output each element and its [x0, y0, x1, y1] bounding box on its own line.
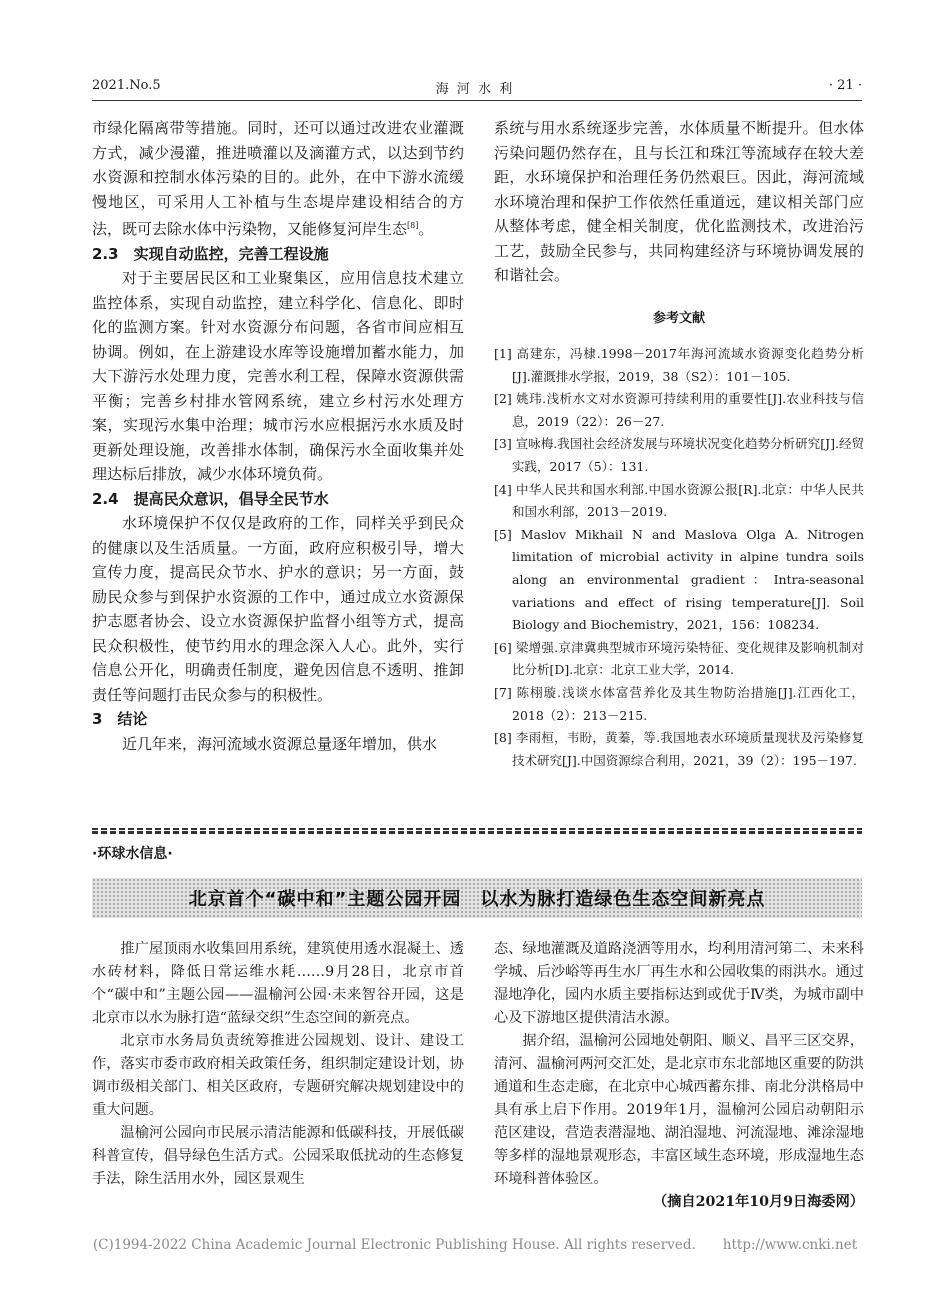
section-divider — [92, 828, 862, 834]
news-title-banner — [92, 878, 862, 918]
citation: [8] — [407, 221, 419, 230]
issue-number: 2021.No.5 — [92, 78, 161, 93]
paragraph: 态、绿地灌溉及道路浇洒等用水，均利用清河第二、未来科学城、后沙峪等再生水厂再生水和公园收集的雨洪水。通过湿地净化，园内水质主要指标达到或优于Ⅳ类，为城市副中心及下游地区提供清洁水源。 — [494, 941, 864, 1026]
news-source: （摘自2021年10月9日海委网） — [653, 1194, 864, 1210]
news-title: 北京首个“碳中和”主题公园开园 以水为脉打造绿色生态空间新亮点 — [188, 889, 766, 910]
reference-item: [4] 中华人民共和国水利部.中国水资源公报[R].北京：中华人民共和国水利部，2013－2019. — [494, 481, 864, 520]
paragraph: 系统与用水系统逐步完善，水体质量不断提升。但水体污染问题仍然存在，且与长江和珠江等流域存在较大差距，水环境保护和治理任务仍然艰巨。因此，海河流域水环境治理和保护工作依然任重道远，建议相关部门应从整体考虑，健全相关制度，优化监测技术，改进治污工艺，鼓励全民参与，共同构建经济与环境协调发展的和谐社会。 — [494, 119, 864, 284]
paragraph: 近几年来，海河流域水资源总量逐年增加，供水 — [122, 734, 438, 753]
journal-name: 海 河 水 利 — [435, 82, 515, 97]
news-section-label: ·环球水信息· — [92, 846, 173, 862]
paragraph: 据介绍，温榆河公园地处朝阳、顺义、昌平三区交界，清河、温榆河两河交汇处，是北京市东北部地区重要的防洪通道和生态走廊，在北京中心城西蓄东排、南北分洪格局中具有承上启下作用。2019年1月，温榆河公园启动朝阳示范区建设，营造表潜湿地、湖泊湿地、河流湿地、滩涂湿地等多样的湿地景观形态，丰富区域生态环境，形成湿地生态环境科普体验区。 — [494, 1033, 864, 1187]
reference-item: [1] 高建东，冯棣.1998－2017年海河流域水资源变化趋势分析[J].灌溉排水学报，2019，38（S2）：101－105. — [494, 346, 864, 384]
paragraph: 温榆河公园向市民展示清洁能源和低碳科技，开展低碳科普宣传，倡导绿色生活方式。公园采取低扰动的生态修复手法，除生活用水外，园区景观生 — [92, 1125, 464, 1187]
section-heading-2-4: 2.4 提高民众意识，倡导全民节水 — [92, 489, 329, 508]
reference-item: [5] Maslov Mikhail N and Maslova Olga A. Nitrogen limitation of microbial activity in alpine tundra soils along an environmental gradient：Intra-seasonal variations and effect of rising temperature[J]. Soil Biology and Biochemistry，2021，156：108234. — [494, 526, 864, 633]
paragraph: 推广屋顶雨水收集回用系统，建筑使用透水混凝土、透水砖材料，降低日常运维水耗……9月28日，北京市首个“碳中和”主题公园——温榆河公园·未来智谷开园，这是北京市以水为脉打造“蓝绿交织”生态空间的新亮点。 — [92, 941, 464, 1026]
reference-item: [7] 陈栩璇.浅谈水体富营养化及其生物防治措施[J].江西化工，2018（2）：213－215. — [494, 684, 864, 723]
section-heading-2-3: 2.3 实现自动监控，完善工程设施 — [92, 244, 329, 263]
left-column — [92, 116, 464, 756]
paragraph: 北京市水务局负责统筹推进公园规划、设计、建设工作，落实市委市政府相关政策任务，组织制定建设计划，协调市级相关部门、相关区政府，专题研究解决规划建设中的重大问题。 — [92, 1033, 464, 1118]
reference-item: [2] 姚玮.浅析水文对水资源可持续利用的重要性[J].农业科技与信息，2019（22）：26－27. — [494, 391, 864, 429]
references-title: 参考文献 — [652, 311, 705, 326]
reference-item: [6] 梁增强.京津冀典型城市环境污染特征、变化规律及影响机制对比分析[D].北京：北京工业大学，2014. — [494, 639, 864, 678]
paragraph: 对于主要居民区和工业聚集区，应用信息技术建立监控体系，实现自动监控，建立科学化、信息化、即时化的监测方案。针对水资源分布问题，各省市间应相互协调。例如，在上游建设水库等设施增加蓄水能力，加大下游污水处理力度，完善水利工程，保障水资源供需平衡；完善乡村排水管网系统，建立乡村污水处理方案，实现污水集中治理；城市污水应根据污水水质及时更新处理设施，改善排水体制，确保污水全面收集并处理达标后排放，减少水体环境负荷。 — [92, 269, 464, 483]
copyright-footer: (C)1994-2022 China Academic Journal Electronic Publishing House. All rights reserved. http://www.cnki.net — [92, 1237, 858, 1253]
reference-item: [3] 宣咏梅.我国社会经济发展与环境状况变化趋势分析研究[J].经贸实践，2017（5）：131. — [494, 436, 864, 474]
paragraph-text: 市绿化隔离带等措施。同时，还可以通过改进农业灌溉方式，减少漫灌，推进喷灌以及滴灌方式，以达到节约水资源和控制水体污染的目的。此外，在中下游水流缓慢地区，可采用人工补植与生态堤岸建设相结合的方法，既可去除水体中污染物，又能修复河岸生态 — [92, 119, 464, 238]
paragraph — [92, 116, 464, 242]
page-number: · 21 · — [828, 78, 862, 93]
right-column — [494, 116, 864, 288]
paragraph: 水环境保护不仅仅是政府的工作，同样关乎到民众的健康以及生活质量。一方面，政府应积极引导，增大宣传力度，提高民众节水、护水的意识；另一方面，鼓励民众参与到保护水资源的工作中，通过成立水资源保护志愿者协会、设立水资源保护监督小组等方式，提高民众积极性，使节约用水的理念深入人心。此外，实行信息公开化，明确责任制度，避免因信息不透明、推卸责任等问题打击民众参与的积极性。 — [92, 514, 464, 704]
news-right-column — [494, 938, 864, 1214]
paragraph-end: 。 — [418, 220, 434, 238]
section-heading-3: 3 结论 — [92, 710, 148, 728]
reference-item: [8] 李雨桓，韦盼，黄蓁，等.我国地表水环境质量现状及污染修复技术研究[J].中国资源综合利用，2021，39（2）：195－197. — [494, 730, 864, 768]
header-rule — [92, 100, 862, 101]
references-list — [494, 343, 864, 772]
news-left-column — [92, 938, 464, 1191]
